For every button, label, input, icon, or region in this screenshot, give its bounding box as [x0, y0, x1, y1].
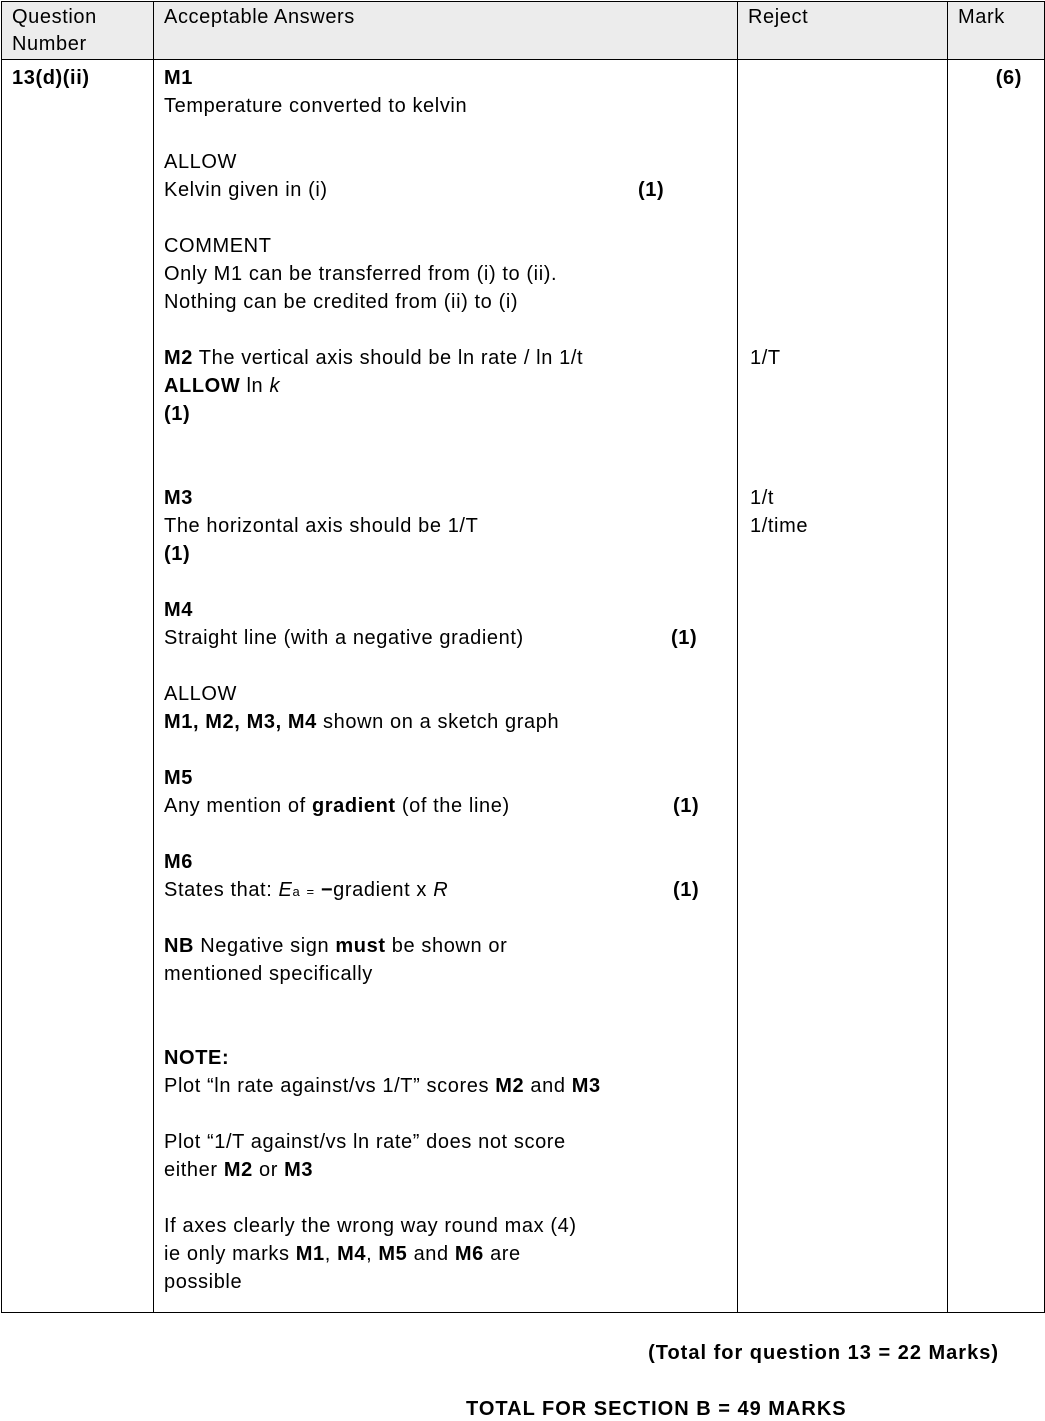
m6-var2: R [433, 879, 449, 901]
note3-ie: ie only marks [164, 1243, 290, 1265]
mark-cell [948, 60, 1045, 1313]
note1-m2: M2 [495, 1075, 525, 1097]
note2-m2: M2 [223, 1159, 253, 1181]
m6-var: E [278, 879, 293, 901]
header-row [2, 2, 1045, 60]
note2-either: either [164, 1159, 218, 1181]
nb-text-1: Negative sign [200, 935, 330, 957]
note2-line-1: Plot “1/T against/vs ln rate” does not score [164, 1131, 566, 1153]
m4-allow: ALLOW [164, 683, 238, 705]
note3-m5: M5 [378, 1243, 408, 1265]
note3-line-3: possible [164, 1271, 243, 1293]
m3-mark: (1) [164, 543, 191, 565]
m3-text: The horizontal axis should be 1/T [164, 515, 479, 537]
m3-label: M3 [164, 487, 193, 509]
note2-m3: M3 [284, 1159, 314, 1181]
m5-mark: (1) [673, 795, 700, 817]
reject-2: 1/t [750, 487, 775, 509]
m6-text: gradient x [333, 879, 428, 901]
header-acceptable-answers: Acceptable Answers [154, 2, 738, 60]
m4-allow-text: shown on a sketch graph [323, 711, 560, 733]
mark-value: (6) [995, 67, 1022, 89]
m4-label: M4 [164, 599, 193, 621]
header-reject: Reject [738, 2, 948, 60]
comment-line-1: Only M1 can be transferred from (i) to (ii). [164, 263, 558, 285]
comment-line-2: Nothing can be credited from (ii) to (i) [164, 291, 519, 313]
header-question-number: Question Number [2, 2, 154, 60]
nb-text-2: be shown or [391, 935, 508, 957]
m4-allow-marks: M1, M2, M3, M4 [164, 711, 317, 733]
m1-allow: ALLOW [164, 151, 238, 173]
nb-line-2: mentioned specifically [164, 963, 373, 985]
note2-or: or [258, 1159, 278, 1181]
m2-label: M2 [164, 347, 193, 369]
m4-text: Straight line (with a negative gradient) [164, 627, 524, 649]
note3-and: and [413, 1243, 449, 1265]
m6-minus: − [320, 879, 334, 901]
m6-text-before: States that: [164, 879, 273, 901]
m5-text-before: Any mention of [164, 795, 306, 817]
m2-allow-var: k [269, 375, 281, 397]
m2-allow-text: ln [246, 375, 264, 397]
note3-m6: M6 [454, 1243, 484, 1265]
m6-label: M6 [164, 851, 193, 873]
m1-allow-text: Kelvin given in (i) [164, 179, 328, 201]
note1-text: Plot “ln rate against/vs 1/T” scores [164, 1075, 490, 1097]
m5-text-after: (of the line) [401, 795, 510, 817]
note3-line-1: If axes clearly the wrong way round max (4) [164, 1215, 577, 1237]
m2-mark: (1) [164, 403, 191, 425]
nb-bold: must [335, 935, 386, 957]
question-number-cell [2, 60, 154, 1313]
note-label: NOTE: [164, 1047, 230, 1069]
question-number: 13(d)(ii) [12, 67, 90, 89]
m2-text: The vertical axis should be ln rate / ln 1/t [198, 347, 584, 369]
m6-eq: = [306, 884, 315, 899]
mark-scheme-table [1, 1, 1045, 1313]
header-mark: Mark [948, 2, 1045, 60]
note3-m1: M1 [295, 1243, 325, 1265]
section-total: TOTAL FOR SECTION B = 49 MARKS [466, 1398, 847, 1420]
m6-sub: a [292, 884, 301, 899]
comment-label: COMMENT [164, 235, 272, 257]
m5-label: M5 [164, 767, 193, 789]
m5-text-bold: gradient [311, 795, 396, 817]
m1-mark: (1) [638, 179, 665, 201]
note3-are: are [490, 1243, 521, 1265]
nb-label: NB [164, 935, 195, 957]
m4-mark: (1) [671, 627, 698, 649]
reject-3: 1/time [750, 515, 809, 537]
note1-and: and [530, 1075, 566, 1097]
question-total: (Total for question 13 = 22 Marks) [648, 1342, 999, 1364]
note3-m4: M4 [337, 1243, 367, 1265]
note1-m3: M3 [571, 1075, 601, 1097]
m6-mark: (1) [673, 879, 700, 901]
answer-row [2, 60, 1045, 1313]
m2-allow: ALLOW [164, 375, 241, 397]
reject-1: 1/T [750, 347, 781, 369]
m1-label: M1 [164, 67, 193, 89]
reject-cell [738, 60, 948, 1313]
acceptable-answers-cell: M1 Temperature converted to kelvin ALLOW Kelvin given in (i) (1) COMMENT Only M1 can be transferred from (i) to (ii). Nothing can be credited from (ii) to (i) M2 The vertical axis should be ln rate / ln 1/t ALLOW ln k (1) M3 The horizontal axis should be 1/T (1) M4 Straight line (with a negative gradient) (1) ALLOW M1, M2, M3, M4 shown on a sketch graph M5 Any mention of gradient (of the line) (1) M6 States that: Ea = −gradient x R (1) NB Negative sign must be shown or mentioned specifically NOTE: Plot “ln rate against/vs 1/T” scores M2 and M3 Plot “1/T against/vs ln rate” does not score either M2 or M3 If axes clearly the wrong way round max (4) ie only marks M1, M4, M5 and M6 are possible [154, 60, 738, 1313]
m1-text: Temperature converted to kelvin [164, 95, 468, 117]
